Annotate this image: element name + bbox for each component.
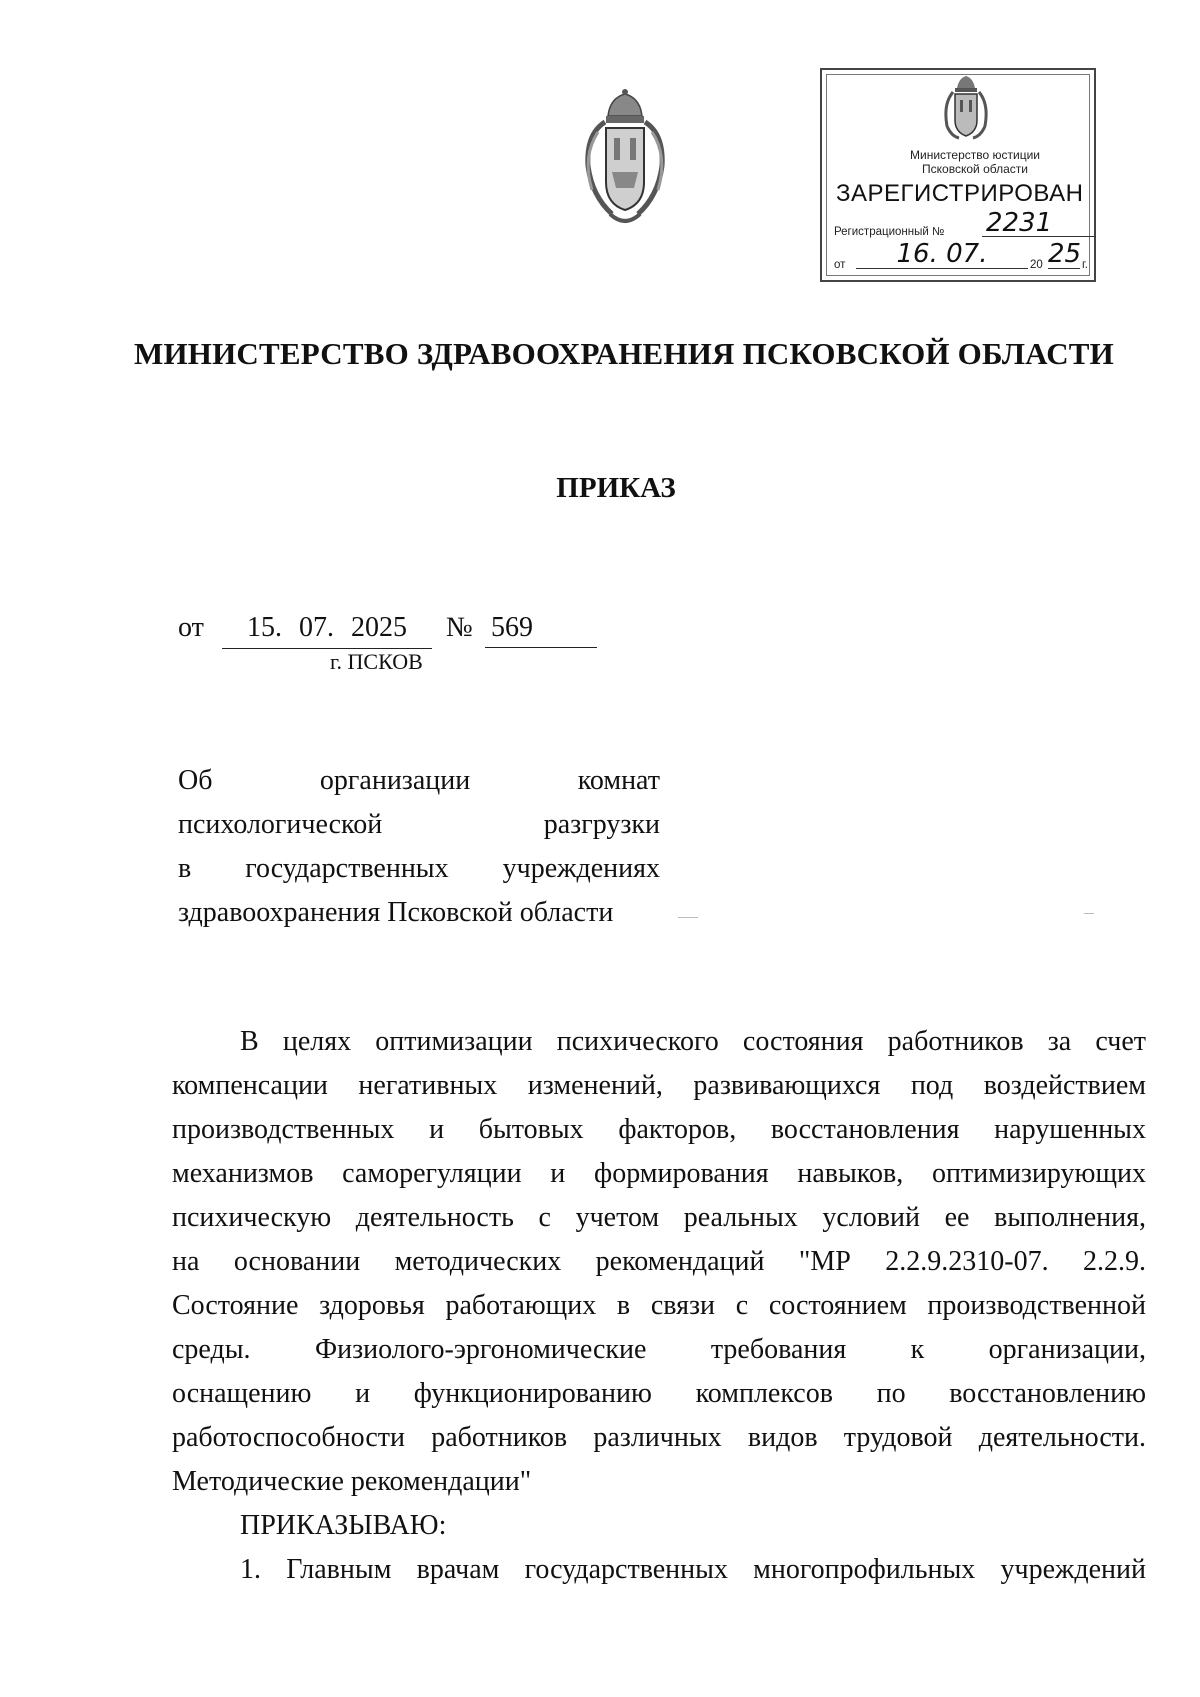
stamp-status: ЗАРЕГИСТРИРОВАН [836,180,1084,207]
subject-line: психологической разгрузки [178,809,660,840]
order-city: г. ПСКОВ [330,649,423,674]
stamp-reg-number: 2231 [982,210,1096,237]
scan-artifact [1084,913,1094,914]
order-title: ПРИКАЗ [556,472,676,504]
registration-stamp [820,68,1096,282]
body-line: на основании методических рекомендаций "МР 2.2.9.2310-07. 2.2.9. [172,1246,1146,1277]
stamp-emblem-icon [941,74,991,142]
stamp-ministry-text: Министерство юстиции [910,148,1040,162]
body-line: 1. Главным врачам государственных многопрофильных учреждений [240,1554,1146,1585]
stamp-year: 25 [1048,239,1082,269]
body-line: производственных и бытовых факторов, восстановления нарушенных [172,1114,1146,1145]
body-line: компенсации негативных изменений, развивающихся под воздействием [172,1070,1146,1101]
stamp-region-text: Псковской области [922,162,1028,176]
stamp-year-prefix: 20 [1030,259,1043,271]
order-number: 569 [485,612,597,648]
stamp-date: 16. 07. [856,240,1028,269]
stamp-date-prefix: от [834,259,846,271]
subject-line: в государственных учреждениях [178,853,660,884]
order-subject [178,759,660,935]
order-number-label: № [446,612,473,643]
body-line: психическую деятельность с учетом реальных условий ее выполнения, [172,1202,1146,1233]
order-body [172,1020,1146,1592]
body-line: оснащению и функционированию комплексов по восстановлению [172,1378,1146,1409]
body-line: В целях оптимизации психического состояния работников за счет [240,1026,1146,1057]
body-line: работоспособности работников различных видов трудовой деятельности. [172,1422,1146,1453]
body-line: механизмов саморегуляции и формирования навыков, оптимизирующих [172,1158,1146,1189]
order-directive: ПРИКАЗЫВАЮ: [240,1510,447,1541]
scan-artifact [678,917,698,918]
subject-line: Об организации комнат [178,765,660,796]
stamp-reg-number-label: Регистрационный № [834,226,945,238]
ministry-title: МИНИСТЕРСТВО ЗДРАВООХРАНЕНИЯ ПСКОВСКОЙ ОБЛАСТИ [133,336,1114,371]
subject-line: здравоохранения Псковской области [178,897,614,928]
order-date-label: от [178,612,204,643]
coat-of-arms-emblem [578,86,672,234]
body-line: Методические рекомендации" [172,1466,532,1497]
body-line: Состояние здоровья работающих в связи с состоянием производственной [172,1290,1146,1321]
order-date: 15. 07. 2025 [222,612,432,649]
stamp-year-suffix: г. [1082,259,1088,271]
body-line: среды. Физиолого-эргономические требования к организации, [172,1334,1146,1365]
